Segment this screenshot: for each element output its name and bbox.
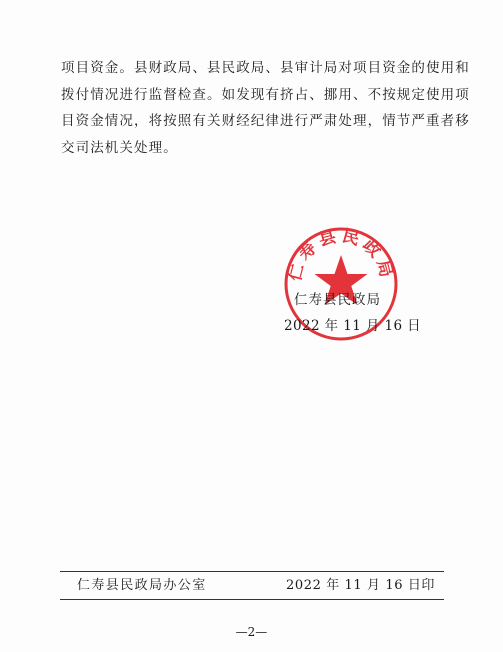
- body-text-line: 目资金情况，将按照有关财经纪律进行严肃处理，情节严重者移: [61, 113, 470, 129]
- body-text-line: 交司法机关处理。: [61, 140, 178, 156]
- footer-bottom-rule: [60, 599, 444, 600]
- body-text-line: 拨付情况进行监督检查。如发现有挤占、挪用、不按规定使用项: [61, 87, 470, 103]
- issue-date: 2022 年 11 月 16 日: [284, 318, 422, 334]
- issuing-office: 仁寿县民政局办公室: [77, 578, 207, 593]
- seal-text: 仁寿县民政局: [285, 225, 397, 284]
- body-text-line: 项目资金。县财政局、县民政局、县审计局对项目资金的使用和: [61, 60, 470, 76]
- page-number: —2—: [235, 625, 268, 639]
- footer-top-rule: [60, 571, 444, 572]
- print-date: 2022 年 11 月 16 日印: [286, 578, 436, 593]
- issuer-name: 仁寿县民政局: [294, 292, 381, 308]
